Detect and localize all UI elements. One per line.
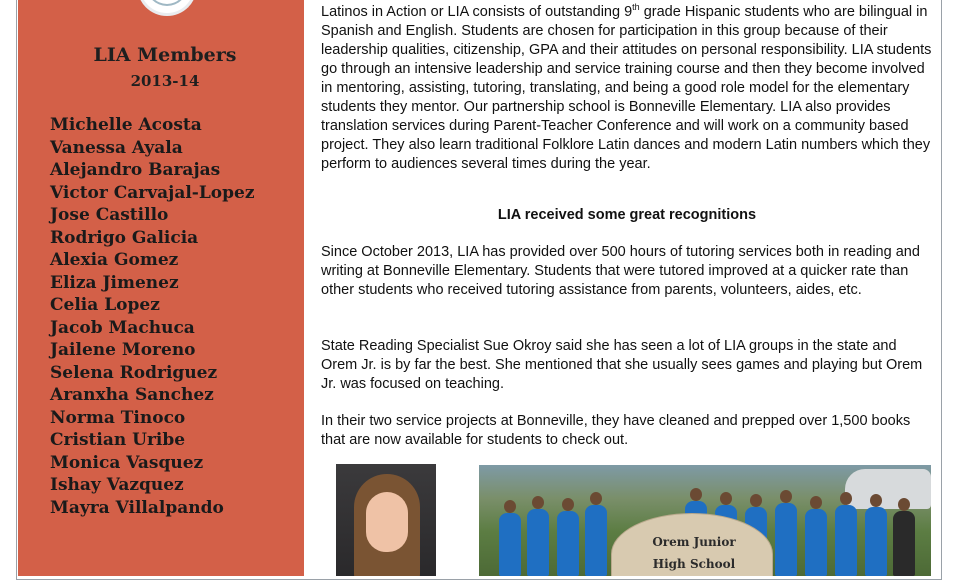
student-figure [893, 511, 915, 576]
portrait-face [366, 492, 408, 552]
specialist-paragraph: State Reading Specialist Sue Okroy said she has seen a lot of LIA groups in the state and Orem Jr. is by far the best. She mentioned that she usually sees games and playing but Orem Jr. was focused on teaching. [321, 338, 923, 392]
group-photo [479, 465, 931, 576]
sidebar-year: 2013-14 [130, 72, 200, 90]
member-name: Aranxha Sanchez [50, 385, 214, 405]
sign-line-1: Orem Junior [652, 535, 736, 549]
intro-rest: grade Hispanic students who are bilingual in Spanish and English. Students are chosen for participation in this group because of their leadership qualities, citizenship, GPA and their attitudes on personal responsibility. LIA students go through an intensive leadership and service training course and then they become involved in mentoring, assisting, tutoring, translating, and being a good role model for the elementary students they mentor. Our partnership school is Bonneville Elementary. LIA also provides translation services during Parent-Teacher Conference and will work on a community based project. They also learn traditional Folklore Latin dances and modern Latin numbers which they perform to audiences several times during the year. [321, 3, 932, 172]
logo-ring [146, 0, 188, 6]
school-sign-text [629, 531, 759, 575]
member-list [50, 114, 255, 519]
photo-car [845, 469, 931, 509]
member-name: Michelle Acosta [50, 115, 202, 135]
sign-line-2: High School [652, 557, 736, 571]
intro-paragraph [321, 0, 933, 174]
member-name: Norma Tinoco [50, 407, 186, 428]
member-name: Jose Castillo [50, 205, 169, 225]
recognitions-heading: LIA received some great recognitions [497, 207, 757, 223]
student-figure [557, 511, 579, 576]
student-figure [805, 509, 827, 576]
student-figure [585, 505, 607, 576]
member-name: Victor Carvajal-Lopez [50, 182, 255, 203]
member-name: Jailene Moreno [50, 340, 196, 360]
member-name: Jacob Machuca [50, 317, 195, 338]
student-portrait-photo [336, 464, 436, 576]
member-name: Mayra Villalpando [50, 497, 224, 518]
intro-superscript: th [632, 2, 640, 12]
member-name: Eliza Jimenez [50, 272, 179, 293]
member-name: Alexia Gomez [50, 250, 179, 270]
student-figure [835, 505, 857, 576]
member-name: Celia Lopez [50, 295, 160, 315]
member-name: Selena Rodriguez [50, 362, 218, 383]
student-figure [527, 509, 549, 576]
member-name: Cristian Uribe [50, 430, 186, 450]
student-figure [499, 513, 521, 576]
member-name: Alejandro Barajas [50, 160, 221, 180]
sidebar-title: LIA Members [93, 44, 237, 66]
intro-start: Latinos in Action or LIA consists of outstanding 9 [321, 3, 633, 20]
member-name: Ishay Vazquez [50, 475, 184, 495]
service-projects-paragraph: In their two service projects at Bonneville, they have cleaned and prepped over 1,500 books that are now available for students to check out. [321, 413, 911, 448]
member-name: Vanessa Ayala [50, 137, 183, 158]
member-name: Rodrigo Galicia [50, 227, 199, 248]
tutoring-paragraph: Since October 2013, LIA has provided over 500 hours of tutoring services both in reading and writing at Bonneville Elementary. Students that were tutored improved at a quicker rate than other students who received tutoring assistance from parents, volunteers, aides, etc. [321, 244, 920, 298]
student-figure [865, 507, 887, 576]
member-name: Monica Vasquez [50, 452, 204, 473]
student-figure [775, 503, 797, 576]
